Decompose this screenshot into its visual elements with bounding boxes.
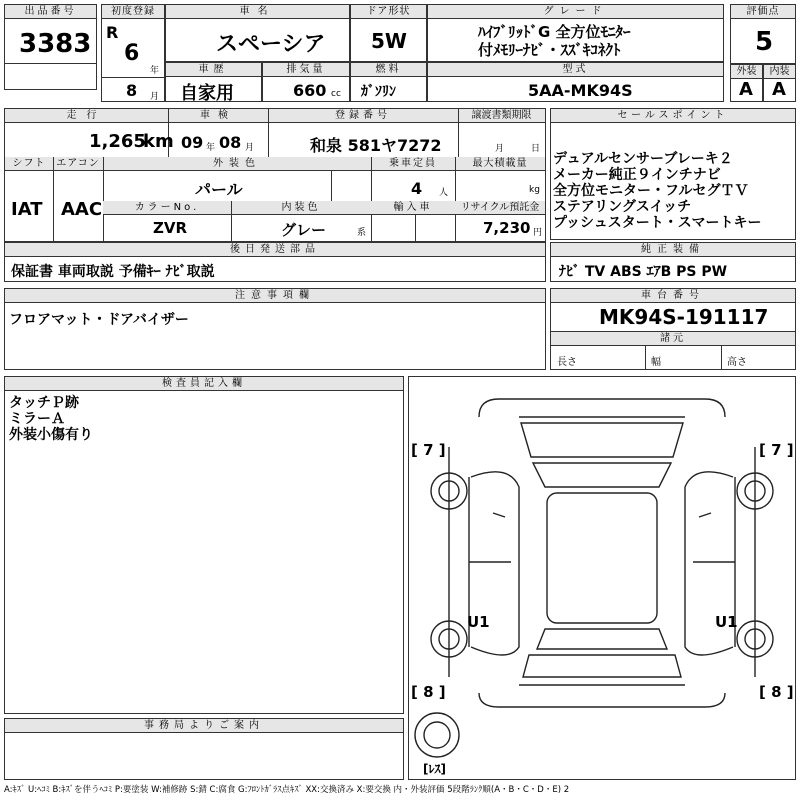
inspector-notes: [9, 395, 93, 443]
displacement-unit: cc: [331, 89, 341, 99]
ac-label: エアコン: [53, 157, 103, 171]
first-reg-label: 初度登録: [102, 5, 164, 19]
office-label: 事務局よりご案内: [5, 719, 403, 733]
later-parts-value: 保証書 車両取説 予備ｷｰ ﾅﾋﾞ取説: [11, 264, 215, 280]
sales-box: [550, 108, 796, 240]
details-box: [4, 108, 546, 242]
ext-grade-box: [730, 64, 763, 102]
car-body-diagram: [409, 377, 795, 779]
history-box: [165, 62, 262, 102]
sales-item: プッシュスタート・スマートキー: [553, 215, 762, 231]
mark-rear-right: [ 8 ]: [759, 683, 794, 701]
color-no-label: カラーNo.: [103, 201, 231, 215]
lot-box: [4, 4, 97, 90]
reg-year: 6: [124, 41, 140, 66]
mileage-value: 1,265: [89, 131, 146, 152]
dims-height: 高さ: [727, 357, 747, 368]
mark-rear-left: [ 8 ]: [411, 683, 446, 701]
legend-text: A:ｷｽﾞ U:ﾍｺﾐ B:ｷｽﾞを伴うﾍｺﾐ P:要塗装 W:補修跡 S:錆 C:腐食 G:ﾌﾛﾝﾄｶﾞﾗｽ点ｷｽﾞ XX:交換済み X:要交換 内・外装評価 5段階ﾗﾝｸ順(A・B・C・D・E) 2: [4, 785, 570, 795]
inspection-year-unit: 年: [206, 143, 216, 153]
chassis-box: [550, 288, 796, 370]
inspector-line: ミラーＡ: [9, 411, 65, 427]
mark-right-side: U1: [715, 613, 738, 631]
dims-length: 長さ: [557, 357, 577, 368]
inspector-box: [4, 376, 404, 714]
grade-line2: 付ﾒﾓﾘｰﾅﾋﾞ・ｽｽﾞｷｺﾈｸﾄ: [478, 41, 621, 59]
sales-item: ステアリングスイッチ: [553, 199, 692, 215]
inspection-label: 車検: [168, 109, 268, 123]
color-label: 外装色: [103, 157, 371, 171]
displacement-label: 排気量: [263, 63, 349, 77]
interior-color-label: 内装色: [231, 201, 371, 215]
chassis-label: 車台番号: [551, 289, 795, 303]
recycle-unit: 円: [533, 228, 543, 238]
fuel-box: [350, 62, 427, 102]
sales-label: セールスポイント: [551, 109, 795, 123]
inspection-month-unit: 月: [245, 143, 255, 153]
load-unit: kg: [529, 185, 540, 195]
reg-month: 8: [126, 81, 138, 100]
later-parts-label: 後日発送部品: [5, 243, 545, 257]
score-label: 評価点: [731, 5, 795, 19]
ac-value: AAC: [61, 199, 103, 220]
load-label: 最大積載量: [455, 157, 545, 171]
interior-color-unit: 系: [357, 228, 367, 238]
grade-box: [427, 4, 724, 62]
era: R: [106, 23, 119, 42]
capacity-unit: 人: [439, 188, 449, 198]
inspection-month: 08: [219, 133, 242, 152]
model-value: 5AA-MK94S: [528, 81, 633, 100]
score-value: 5: [755, 27, 774, 57]
transfer-label: 譲渡書類期限: [458, 109, 545, 123]
office-box: [4, 718, 404, 780]
dims-label: 諸元: [551, 331, 795, 346]
mark-left-side: U1: [467, 613, 490, 631]
car-name: スペーシア: [216, 32, 326, 57]
equipment-value: ﾅﾋﾞ TV ABS ｴｱB PS PW: [559, 264, 728, 280]
ext-label: 外装: [731, 65, 762, 79]
ext-grade: A: [739, 79, 753, 100]
import-label: 輸入車: [371, 201, 455, 215]
sales-list: [553, 151, 761, 231]
grade-line1: ﾊｲﾌﾞﾘｯﾄﾞG 全方位ﾓﾆﾀｰ: [478, 23, 631, 41]
notes-box: [4, 288, 546, 370]
mark-front-left: [ 7 ]: [411, 441, 446, 459]
color-value: パール: [195, 180, 243, 199]
door-box: [350, 4, 427, 62]
first-reg-box: [101, 4, 165, 102]
later-parts-box: [4, 242, 546, 282]
mark-front-right: [ 7 ]: [759, 441, 794, 459]
door-type: 5W: [371, 29, 407, 53]
inspector-line: 外装小傷有り: [9, 427, 93, 443]
inspector-line: タッチＰ跡: [9, 395, 79, 411]
color-no-value: ZVR: [153, 219, 188, 237]
score-box: [730, 4, 796, 64]
inspector-label: 検査員記入欄: [5, 377, 403, 391]
shift-label: シフト: [5, 157, 53, 171]
mileage-label: 走行: [5, 109, 168, 123]
shift-value: IAT: [11, 199, 43, 220]
fuel-value: ｶﾞｿﾘﾝ: [361, 84, 396, 100]
history-label: 車歴: [166, 63, 261, 77]
mark-spare: [ﾚｽ]: [423, 762, 446, 776]
month-unit: 月: [150, 92, 160, 102]
displacement-value: 660: [293, 81, 327, 100]
model-label: 型式: [428, 63, 723, 77]
int-grade-box: [763, 64, 796, 102]
car-name-box: [165, 4, 350, 62]
inspection-year: 09: [181, 133, 204, 152]
chassis-value: MK94S-191117: [599, 305, 769, 329]
recycle-value: 7,230: [483, 219, 531, 237]
door-label: ドア形状: [351, 5, 426, 19]
model-box: [427, 62, 724, 102]
dims-width: 幅: [651, 357, 661, 368]
interior-color-value: グレー: [281, 221, 327, 239]
sales-item: 全方位モニター・フルセグＴＶ: [553, 183, 749, 199]
car-diagram-box: [408, 376, 796, 780]
grade-label: グレード: [428, 5, 723, 19]
sales-item: デュアルセンサーブレーキ２: [553, 151, 733, 167]
int-label: 内装: [764, 65, 795, 79]
year-unit: 年: [150, 66, 160, 76]
plate-value: 和泉 581ヤ7272: [310, 136, 442, 155]
lot-label: 出品番号: [5, 5, 96, 19]
equipment-label: 純正装備: [551, 243, 795, 257]
transfer-month-unit: 月: [495, 144, 505, 154]
plate-label: 登録番号: [268, 109, 458, 123]
displacement-box: [262, 62, 350, 102]
mileage-unit: km: [143, 131, 174, 152]
recycle-label: リサイクル預託金: [455, 201, 545, 215]
capacity-label: 乗車定員: [371, 157, 455, 171]
transfer-day-unit: 日: [531, 144, 541, 154]
notes-value: フロアマット・ドアバイザー: [9, 312, 189, 328]
car-name-label: 車名: [166, 5, 349, 19]
notes-label: 注意事項欄: [5, 289, 545, 303]
capacity-value: 4: [411, 179, 423, 198]
equipment-box: [550, 242, 796, 282]
history-value: 自家用: [180, 83, 234, 104]
fuel-label: 燃料: [351, 63, 426, 77]
int-grade: A: [772, 79, 786, 100]
lot-number: 3383: [19, 29, 92, 59]
sales-item: メーカー純正９インチナビ: [553, 167, 721, 183]
